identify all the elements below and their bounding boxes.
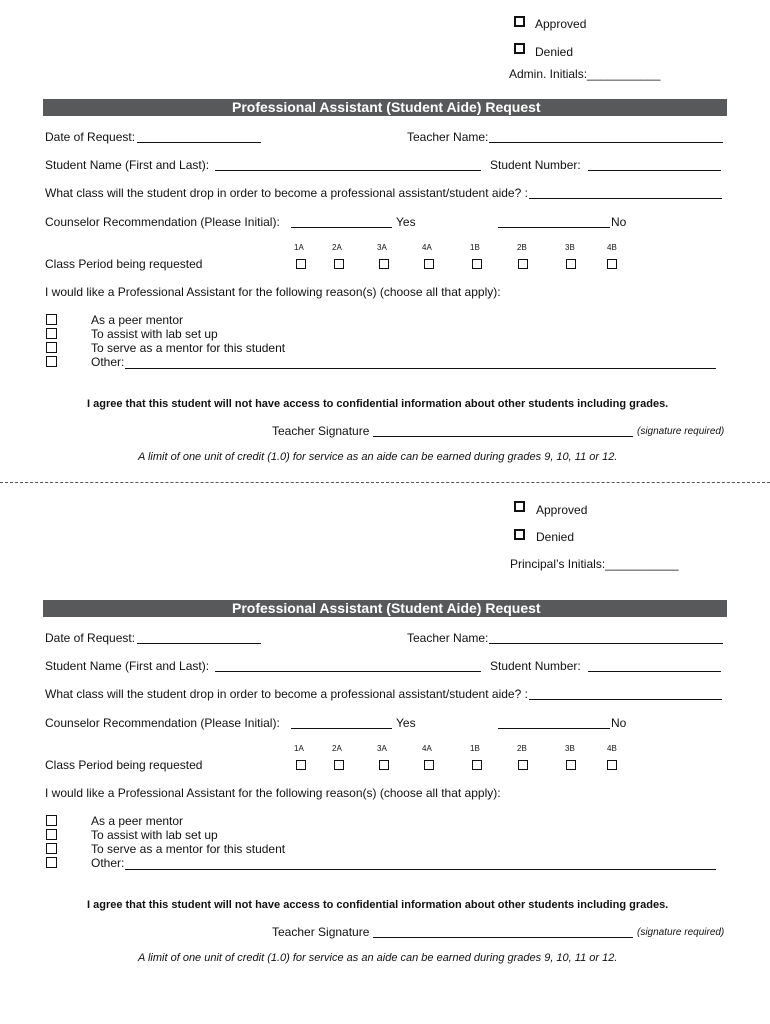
credit-limit-note: A limit of one unit of credit (1.0) for service as an aide can be earned during grades 9, 10, 11 or 12. [138,451,618,463]
reason-checkbox-lab-setup[interactable] [46,328,57,339]
confidentiality-agreement: I agree that this student will not have access to confidential information about other students including grades. [87,899,669,911]
period-label-1a: 1A [294,243,304,252]
date-of-request-label: Date of Request: [45,631,136,645]
denied-checkbox[interactable] [514,529,525,540]
period-checkbox-1a[interactable] [296,760,306,770]
date-of-request-field[interactable] [137,142,261,143]
reason-label-other: Other: [91,856,125,870]
period-label-4b: 4B [607,744,617,753]
student-name-field[interactable] [215,671,481,672]
student-number-label: Student Number: [490,659,581,673]
counselor-no-field[interactable] [498,728,610,729]
period-checkbox-3b[interactable] [566,259,576,269]
period-checkbox-4a[interactable] [424,259,434,269]
reason-label-peer-mentor: As a peer mentor [91,814,184,828]
counselor-yes-field[interactable] [291,728,392,729]
no-label: No [611,716,627,730]
form-title-banner [43,600,727,617]
date-of-request-field[interactable] [137,643,261,644]
signature-required-note: (signature required) [637,927,725,938]
reason-checkbox-lab-setup[interactable] [46,829,57,840]
request-form-principal [0,501,770,1001]
drop-class-field[interactable] [529,699,722,700]
other-reason-field[interactable] [125,368,716,369]
reasons-prompt: I would like a Professional Assistant for the following reason(s) (choose all that apply): [45,285,501,299]
denied-checkbox[interactable] [514,43,525,54]
reason-checkbox-peer-mentor[interactable] [46,314,57,325]
period-label-2a: 2A [332,744,342,753]
period-checkbox-2b[interactable] [518,760,528,770]
yes-label: Yes [396,215,416,229]
counselor-recommendation-label: Counselor Recommendation (Please Initial): [45,215,280,229]
teacher-name-field[interactable] [489,643,723,644]
period-checkbox-1b[interactable] [472,259,482,269]
period-label-2a: 2A [332,243,342,252]
period-label-2b: 2B [517,243,527,252]
request-form-admin [0,0,770,500]
period-label-1b: 1B [470,744,480,753]
period-label-2b: 2B [517,744,527,753]
student-number-field[interactable] [588,170,721,171]
period-checkbox-1b[interactable] [472,760,482,770]
form-title: Professional Assistant (Student Aide) Request [232,600,541,616]
teacher-signature-field[interactable] [373,937,633,938]
reasons-prompt: I would like a Professional Assistant for the following reason(s) (choose all that apply): [45,786,501,800]
reason-label-lab-setup: To assist with lab set up [91,327,218,341]
reason-checkbox-other[interactable] [46,356,57,367]
period-checkbox-2a[interactable] [334,760,344,770]
reason-checkbox-other[interactable] [46,857,57,868]
period-label-3b: 3B [565,744,575,753]
period-checkbox-1a[interactable] [296,259,306,269]
reason-label-mentor-student: To serve as a mentor for this student [91,842,286,856]
period-checkbox-4b[interactable] [607,259,617,269]
period-checkbox-3a[interactable] [379,259,389,269]
form-title-banner [43,99,727,116]
period-checkbox-4a[interactable] [424,760,434,770]
cut-line-divider [0,482,770,483]
confidentiality-agreement: I agree that this student will not have access to confidential information about other students including grades. [87,398,669,410]
period-label-3a: 3A [377,744,387,753]
teacher-name-label: Teacher Name: [407,631,489,645]
no-label: No [611,215,627,229]
teacher-signature-label: Teacher Signature [272,424,370,438]
denied-label: Denied [536,530,575,544]
student-number-label: Student Number: [490,158,581,172]
signature-required-note: (signature required) [637,426,725,437]
period-label-4a: 4A [422,243,432,252]
teacher-signature-field[interactable] [373,436,633,437]
reason-label-peer-mentor: As a peer mentor [91,313,184,327]
period-label-4b: 4B [607,243,617,252]
admin-initials-field[interactable]: Admin. Initials:___________ [509,67,661,81]
teacher-signature-label: Teacher Signature [272,925,370,939]
class-period-label: Class Period being requested [45,758,203,772]
yes-label: Yes [396,716,416,730]
reason-label-lab-setup: To assist with lab set up [91,828,218,842]
counselor-yes-field[interactable] [291,227,392,228]
principal-initials-field[interactable]: Principal’s Initials:___________ [510,557,679,571]
reason-checkbox-mentor-student[interactable] [46,843,57,854]
credit-limit-note: A limit of one unit of credit (1.0) for service as an aide can be earned during grades 9, 10, 11 or 12. [138,952,618,964]
period-label-4a: 4A [422,744,432,753]
drop-class-label: What class will the student drop in order to become a professional assistant/student aide? : [45,186,528,200]
counselor-no-field[interactable] [498,227,610,228]
reason-label-other: Other: [91,355,125,369]
student-name-label: Student Name (First and Last): [45,158,210,172]
reason-label-mentor-student: To serve as a mentor for this student [91,341,286,355]
date-of-request-label: Date of Request: [45,130,136,144]
period-checkbox-2a[interactable] [334,259,344,269]
approved-label: Approved [535,17,587,31]
teacher-name-label: Teacher Name: [407,130,489,144]
reason-checkbox-mentor-student[interactable] [46,342,57,353]
other-reason-field[interactable] [125,869,716,870]
denied-label: Denied [535,45,574,59]
approved-checkbox[interactable] [514,501,525,512]
period-checkbox-4b[interactable] [607,760,617,770]
student-name-field[interactable] [215,170,481,171]
teacher-name-field[interactable] [489,142,723,143]
period-checkbox-3b[interactable] [566,760,576,770]
counselor-recommendation-label: Counselor Recommendation (Please Initial): [45,716,280,730]
period-label-1b: 1B [470,243,480,252]
student-number-field[interactable] [588,671,721,672]
form-title: Professional Assistant (Student Aide) Request [232,99,541,115]
period-label-1a: 1A [294,744,304,753]
period-label-3b: 3B [565,243,575,252]
approved-label: Approved [536,503,588,517]
class-period-label: Class Period being requested [45,257,203,271]
period-label-3a: 3A [377,243,387,252]
period-checkbox-2b[interactable] [518,259,528,269]
drop-class-field[interactable] [529,198,722,199]
reason-checkbox-peer-mentor[interactable] [46,815,57,826]
drop-class-label: What class will the student drop in order to become a professional assistant/student aide? : [45,687,528,701]
student-name-label: Student Name (First and Last): [45,659,210,673]
period-checkbox-3a[interactable] [379,760,389,770]
approved-checkbox[interactable] [514,16,525,27]
